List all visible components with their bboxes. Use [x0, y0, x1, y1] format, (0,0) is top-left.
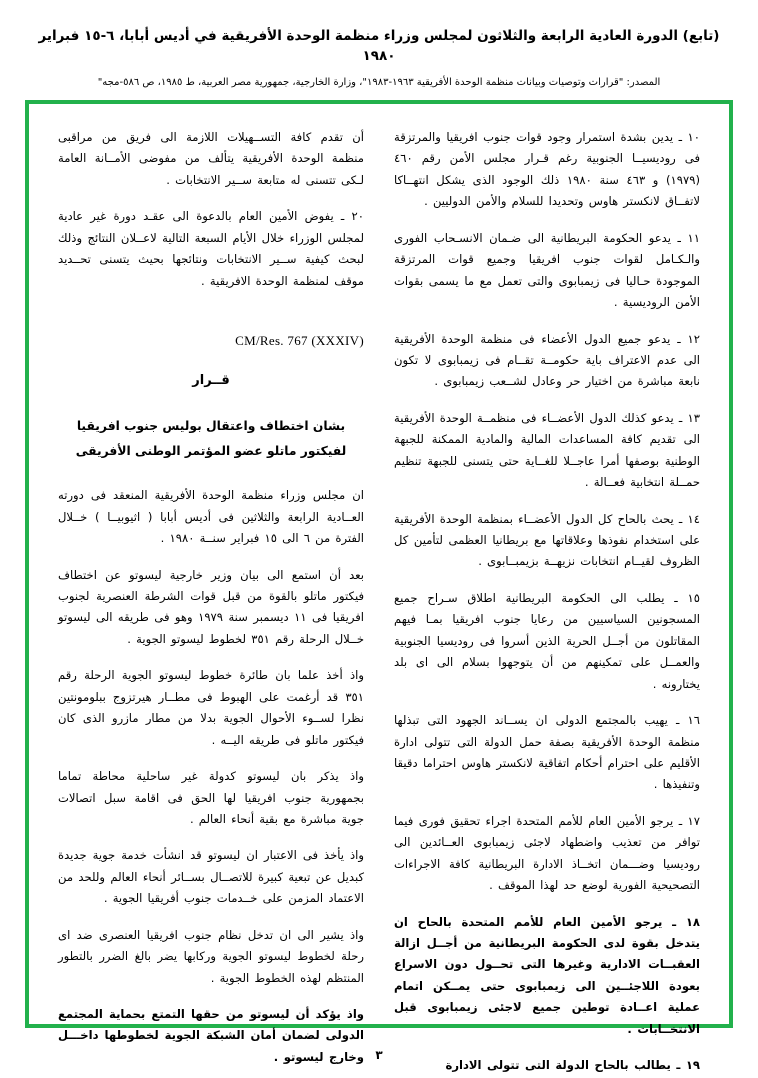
- paragraph-res-clause-3: واذ يذكر بان ليسوتو كدولة غير ساحلية محاطة تماما بجمهورية جنوب افريقيا لها الحق فى اقامة سبل اتصالات جوية مباشرة مع بقية أنحاء العالم .: [58, 769, 364, 826]
- page-number: ٣: [375, 1048, 383, 1062]
- paragraph-item-14: ١٤ ـ يحث بالحاح كل الدول الأعضــاء بمنظمة الوحدة الأفريقية على استخدام نفوذها وعلاقاتها مع بريطانيا العظمى لتأمين كل الظروف لقيــام انتخابات نزيهــة بزيمبــابوى .: [394, 511, 700, 569]
- resolution-subject: [58, 414, 364, 463]
- paragraph-res-preamble: ان مجلس وزراء منظمة الوحدة الأفريقية المنعقد فى دورته العــادية الرابعة والثلاثين فى أديس أبابا ( اثيوبيــا ) خــلال الفترة من ٦ الى ١٥ فبراير سنــة ١٩٨٠ .: [58, 488, 364, 546]
- column-right: [394, 127, 700, 1073]
- paragraph-res-clause-2: واذ أخذ علما بان طائرة خطوط ليسوتو الجوية الرحلة رقم ٣٥١ قد أرغمت على الهبوط فى مطــار هيرتزوج ببلومونتين نظرا لســوء الأحوال الجوية بدلا من مطار مازرو الذى كان فيكتور ماتلو فى طريقه اليــه .: [58, 668, 364, 747]
- paragraph-item-12: ١٢ ـ يدعو جميع الدول الأعضاء فى منظمة الوحدة الأفريقية الى عدم الاعتراف باية حكومــة تقــام فى زيمبابوى لا تكون نابعة مباشرة من اختيار حر وعادل لشــعب زيمبابوى .: [394, 331, 700, 389]
- paragraph-continued: أن تقدم كافة التســهيلات اللازمة الى فريق من مراقبى منظمة الوحدة الأفريقية يتألف من مفوضى الأمــانة العامة لـكى تتسنى له متابعة ســير الانتخابات .: [58, 130, 364, 187]
- paragraph-res-clause-5: واذ يشير الى ان تدخل نظام جنوب افريقيا العنصرى ضد اى رحلة لخطوط ليسوتو الجوية وركابها يضر بالغ الضرر بالتطور المنتظم لهذه الخطوط الجوية .: [58, 927, 364, 985]
- paragraph-res-clause-6: واذ يؤكد أن ليسوتو من حقها التمتع بحماية المجتمع الدولى لضمان أمان الشبكة الجوية لخطوطها داخـــل وخارج ليسوتو .: [58, 1007, 364, 1064]
- resolution-subject-line-2: لفيكتور ماتلو عضو المؤتمر الوطنى الأفريقى: [75, 443, 347, 458]
- source-note: المصدر: "قرارات وتوصيات وبيانات منظمة الوحدة الأفريقية ١٩٦٣-١٩٨٣"، وزارة الخارجية، جمهورية مصر العربية، ط ١٩٨٥، ص ٥٨٦-مجه": [97, 76, 661, 88]
- column-left: [58, 127, 364, 1064]
- resolution-subject-line-1: بشان اختطاف واعتقال بوليس جنوب افريقيا: [76, 419, 346, 434]
- paragraph-res-clause-1: بعد أن استمع الى بيان وزير خارجية ليسوتو عن اختطاف فيكتور ماتلو بالقوة من قبل قوات الشرطة العنصرية لجنوب افريقيا فى ١١ ديسمبر سنة ١٩٧٩ وهو فى طريقه الى ليسوتو خــلال الرحلة رقم ٣٥١ لخطوط ليسوتو الجوية .: [58, 567, 364, 646]
- paragraph-item-10: ١٠ ـ يدين بشدة استمرار وجود قوات جنوب افريقيا والمرتزقة فى روديسيــا الجنوبية رغم قـرار مجلس الأمن رقم ٤٦٠ (١٩٧٩) و ٤٦٣ سنة ١٩٨٠ ذلك الوجود الذى يشكل انتهــاكا لاتفــاق لانكستر هاوس وتحديدا للسلام والأمن الدوليين .: [394, 130, 700, 209]
- paragraph-item-18: ١٨ ـ يرجو الأمين العام للأمم المتحدة بالحاح ان يتدخل بقوة لدى الحكومة البريطانية من أجــل ازالة العقبــات الادارية وغيرها التى تحــول دون الاسراع بعودة اللاجئــين الى زيمبابوى حتى يمــكن اتمام عملية اعــادة توطين جميع لاجئى زيمبابوى قبل الانتخــابات .: [394, 914, 700, 1036]
- paragraph-item-16: ١٦ ـ يهيب بالمجتمع الدولى ان يســاند الجهود التى تبذلها منظمة الوحدة الأفريقية بصفة حمل الدولة التى تتولى ادارة الأقليم على احترام أحكام اتفاقية لانكستر هاوس احتراما دقيقا وتنفيذها .: [394, 713, 700, 792]
- page-title: (تابع) الدورة العادية الرابعة والثلاثون لمجلس وزراء منظمة الوحدة الأفريقية في أديس أبابا، ٦-١٥ فبراير ١٩٨٠: [38, 28, 720, 65]
- paragraph-item-13: ١٣ ـ يدعو كذلك الدول الأعضــاء فى منظمــة الوحدة الأفريقية الى تقديم كافة المساعدات المالية والمادية الممكنة للجبهة الوطنية بوصفها أمرا عاجــلا للغــاية حتى يتسنى للجبهة تنظيم حمــلة انتخابية فعــالة .: [394, 410, 700, 490]
- paragraph-item-11: ١١ ـ يدعو الحكومة البريطانية الى ضـمان الانسـحاب الفورى والـكـامل لقوات جنوب افريقيا وجميع قوات المرتزقة الموجودة حـاليا فى زيمبابوى والتى تعمل مع ما يسمى بقوات الأمن الروديسية .: [394, 230, 700, 310]
- paragraph-item-15: ١٥ ـ يطلب الى الحكومة البريطانية اطلاق سـراح جميع المسجونين السياسيين من رعايا جنوب افريقيا بمـا فيهم المقاتلون من أجــل الحرية الذين أسروا فى روديسيا الجنوبية والعمــل على تمكينهم من أن يتوجهوا بسلام الى اى بلد يختارونه .: [394, 590, 700, 691]
- paragraph-res-clause-4: واذ يأخذ فى الاعتبار ان ليسوتو قد انشأت خدمة جوية جديدة كبديل عن تبعية كبيرة للاتصــال بســائر أنحاء العالم وللحد من الاعتماد المزمن على خــدمات جنوب أفريقيا الجوية .: [58, 848, 364, 906]
- resolution-heading: قــرار: [192, 373, 230, 389]
- paragraph-item-17: ١٧ ـ يرجو الأمين العام للأمم المتحدة اجراء تحقيق فورى فيما توافر من تعذيب واضطهاد لاجئى زيمبابوى العــائدين الى روديسيا وضـــمان اتخــاذ الادارة البريطانية كافة الاجراءات التصحيحية الفورية لوضع حد لهذا الموقف .: [394, 813, 700, 893]
- green-border-frame: [25, 100, 733, 1073]
- paragraph-item-20: ٢٠ ـ يفوض الأمين العام بالدعوة الى عقـد دورة غير عادية لمجلس الوزراء خلال الأيام السبعة التالية لاعــلان النتائج وذلك لبحث كيفية ســير الانتخابات ونتائجها بحيث يتسنى تحــديد موقف لمنظمة الوحدة الافريقية .: [58, 209, 364, 288]
- resolution-code: CM/Res. 767 (XXXIV): [235, 333, 364, 349]
- two-column-body: [36, 111, 722, 1073]
- paragraph-item-19: ١٩ ـ يطالب بالحاح الدولة التى تتولى الادارة: [445, 1058, 700, 1073]
- page-header: [0, 0, 758, 90]
